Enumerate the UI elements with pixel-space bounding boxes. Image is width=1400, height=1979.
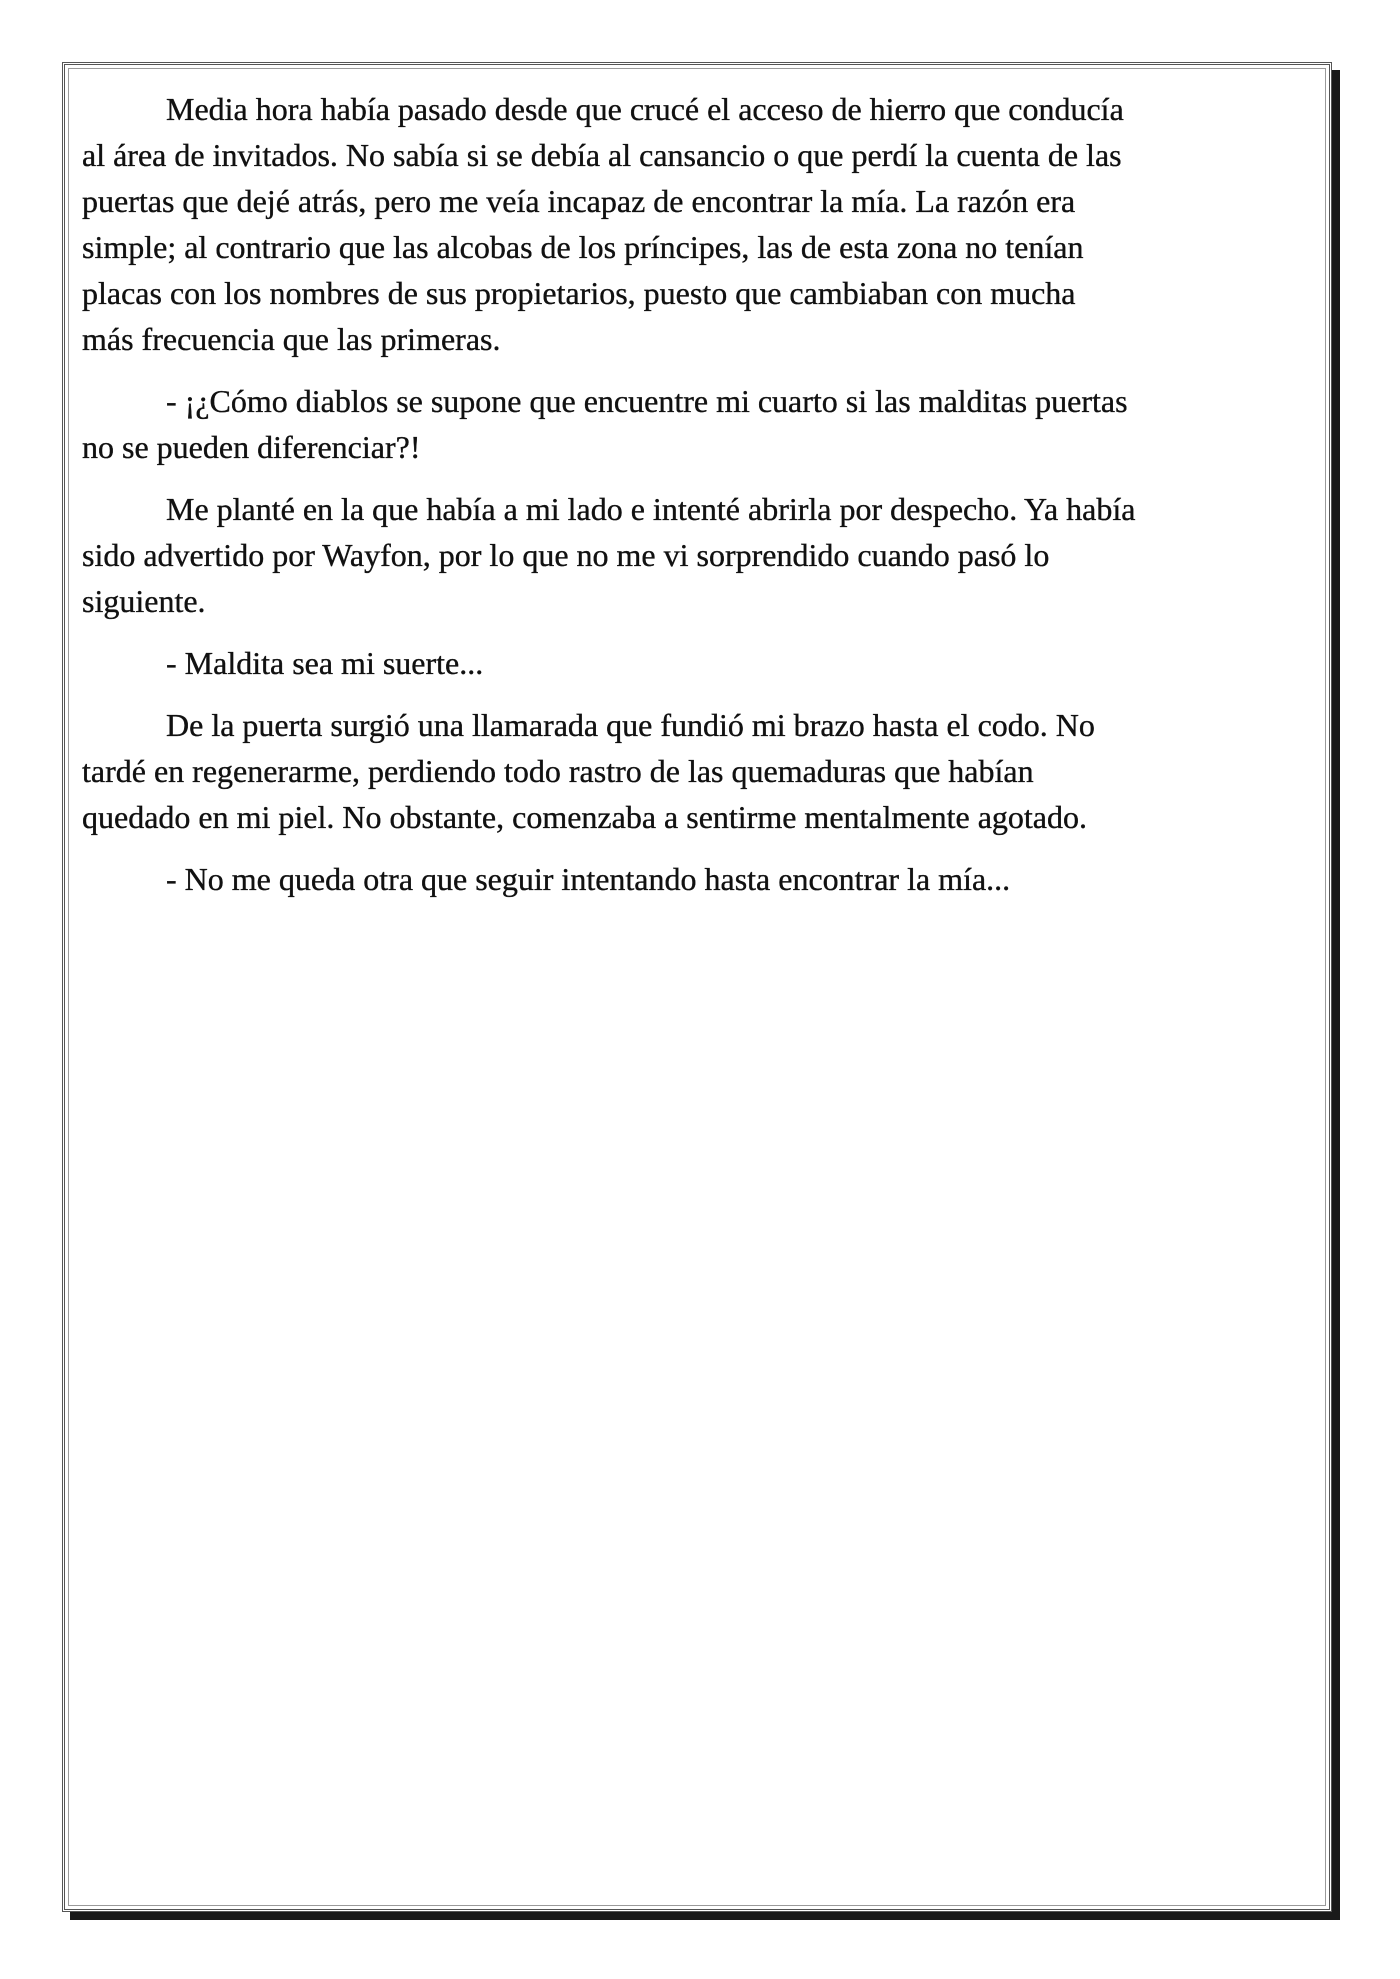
paragraph-dialogue bbox=[82, 856, 1312, 902]
text-line: - Maldita sea mi suerte... bbox=[166, 645, 484, 681]
text-line: no se pueden diferenciar?! bbox=[82, 429, 421, 465]
text-line: al área de invitados. No sabía si se debía al cansancio o que perdí la cuenta de las bbox=[82, 137, 1122, 173]
text-line: tardé en regenerarme, perdiendo todo rastro de las quemaduras que habían bbox=[82, 753, 1034, 789]
text-line: placas con los nombres de sus propietarios, puesto que cambiaban con mucha bbox=[82, 275, 1076, 311]
paragraph-dialogue bbox=[82, 378, 1312, 470]
text-line: - ¡¿Cómo diablos se supone que encuentre mi cuarto si las malditas puertas bbox=[166, 383, 1128, 419]
paragraph-narration bbox=[82, 486, 1312, 624]
paragraph-dialogue bbox=[82, 640, 1312, 686]
paragraph-narration bbox=[82, 86, 1312, 362]
text-line: Media hora había pasado desde que crucé el acceso de hierro que conducía bbox=[166, 91, 1124, 127]
text-line: - No me queda otra que seguir intentando hasta encontrar la mía... bbox=[166, 861, 1011, 897]
text-line: más frecuencia que las primeras. bbox=[82, 321, 501, 357]
text-line: quedado en mi piel. No obstante, comenzaba a sentirme mentalmente agotado. bbox=[82, 799, 1087, 835]
text-line: Me planté en la que había a mi lado e intenté abrirla por despecho. Ya había bbox=[166, 491, 1136, 527]
text-line: siguiente. bbox=[82, 583, 206, 619]
text-line: puertas que dejé atrás, pero me veía incapaz de encontrar la mía. La razón era bbox=[82, 183, 1076, 219]
story-text bbox=[82, 86, 1312, 918]
text-line: simple; al contrario que las alcobas de los príncipes, las de esta zona no tenían bbox=[82, 229, 1084, 265]
paragraph-narration bbox=[82, 702, 1312, 840]
text-line: De la puerta surgió una llamarada que fundió mi brazo hasta el codo. No bbox=[166, 707, 1095, 743]
text-line: sido advertido por Wayfon, por lo que no me vi sorprendido cuando pasó lo bbox=[82, 537, 1050, 573]
